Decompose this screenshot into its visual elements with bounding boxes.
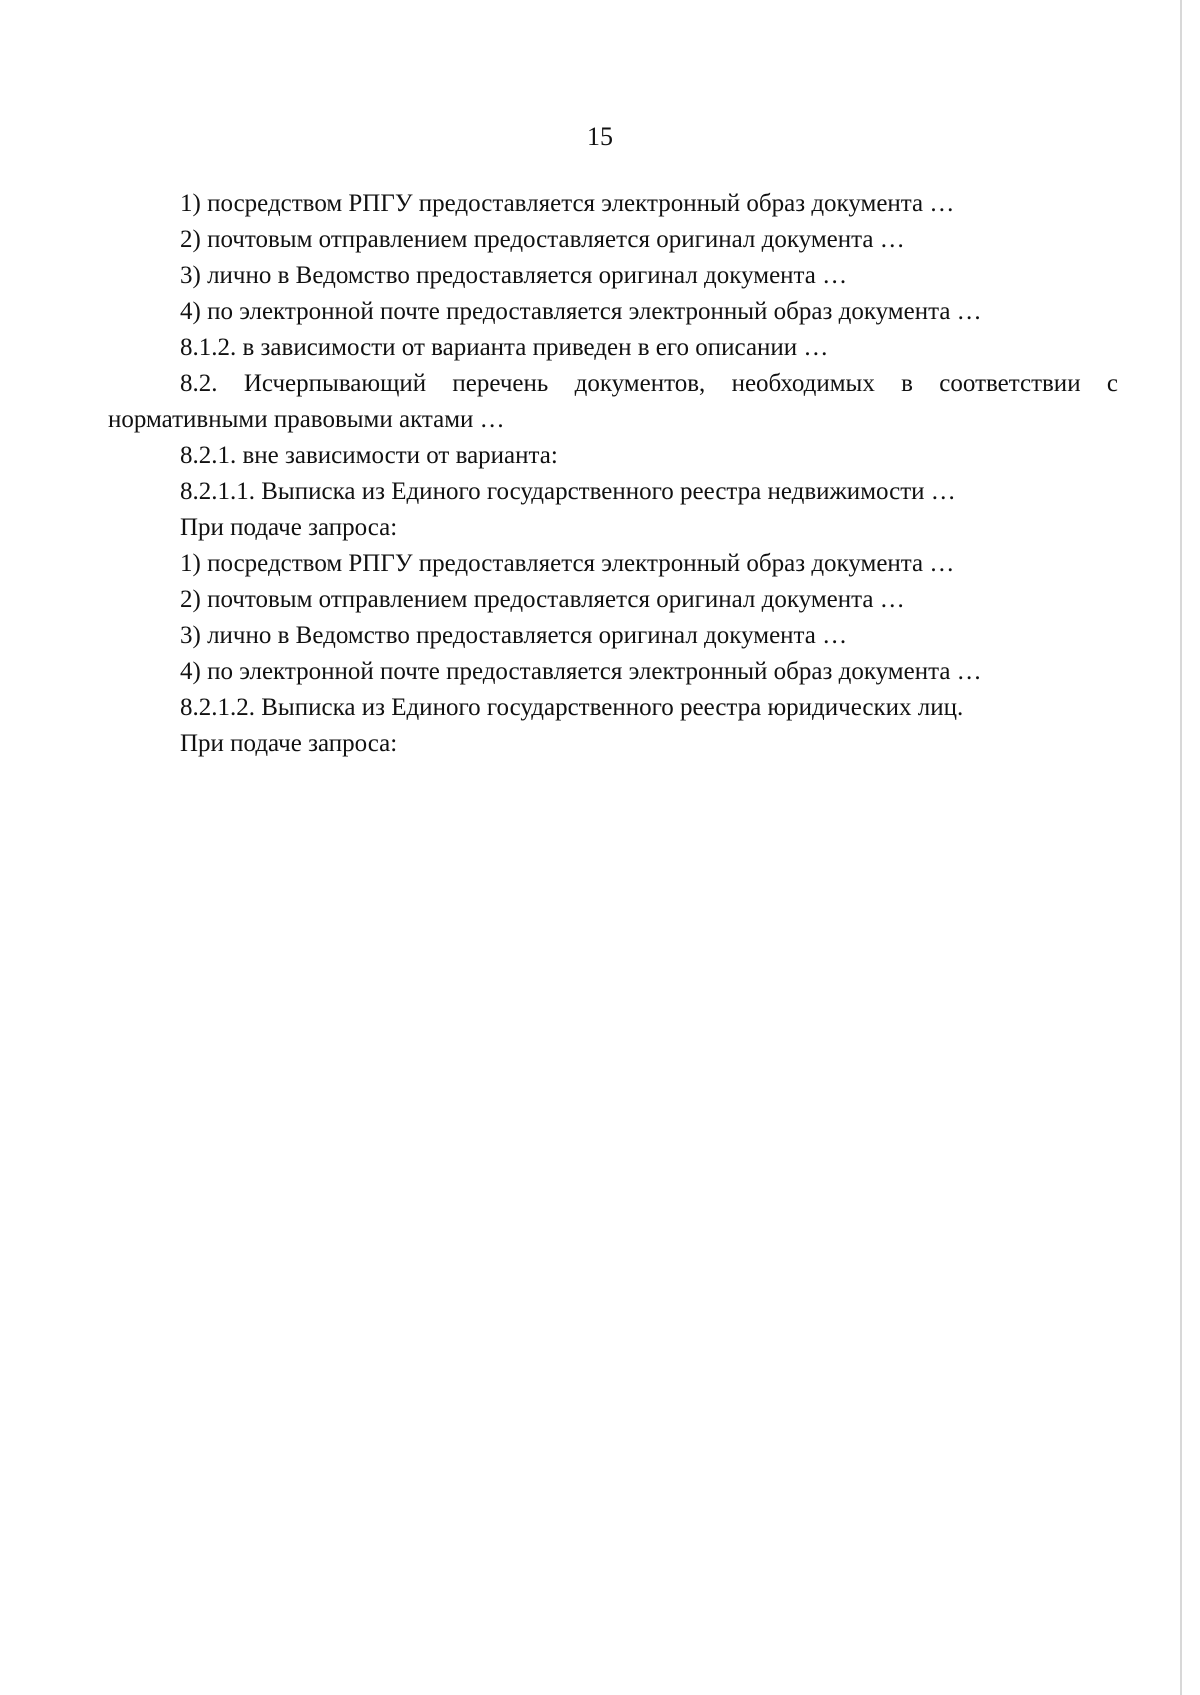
paragraph: 8.2.1. вне зависимости от варианта: xyxy=(180,442,558,469)
paragraph: 8.2.1.2. Выписка из Единого государственного реестра юридических лиц. xyxy=(180,694,964,721)
paragraph: 8.2. Исчерпывающий перечень документов, необходимых в соответствии с нормативными правовыми актами … xyxy=(108,370,1118,433)
paragraph: 1) посредством РПГУ предоставляется электронный образ документа … xyxy=(180,190,955,217)
paragraph: При подаче запроса: xyxy=(180,514,398,541)
paragraph: 4) по электронной почте предоставляется электронный образ документа … xyxy=(180,298,982,325)
paragraph: 3) лично в Ведомство предоставляется оригинал документа … xyxy=(180,262,848,289)
paragraph: 3) лично в Ведомство предоставляется оригинал документа … xyxy=(180,622,848,649)
scan-edge-line xyxy=(1180,0,1182,1695)
document-body xyxy=(108,186,1118,762)
paragraph: При подаче запроса: xyxy=(180,730,398,757)
paragraph: 1) посредством РПГУ предоставляется электронный образ документа … xyxy=(180,550,955,577)
paragraph: 4) по электронной почте предоставляется электронный образ документа … xyxy=(180,658,982,685)
paragraph: 8.2.1.1. Выписка из Единого государственного реестра недвижимости … xyxy=(180,478,956,505)
paragraph: 2) почтовым отправлением предоставляется оригинал документа … xyxy=(180,586,905,613)
paragraph: 8.1.2. в зависимости от варианта приведен в его описании … xyxy=(180,334,829,361)
page-number: 15 xyxy=(587,122,613,151)
paragraph: 2) почтовым отправлением предоставляется оригинал документа … xyxy=(180,226,905,253)
